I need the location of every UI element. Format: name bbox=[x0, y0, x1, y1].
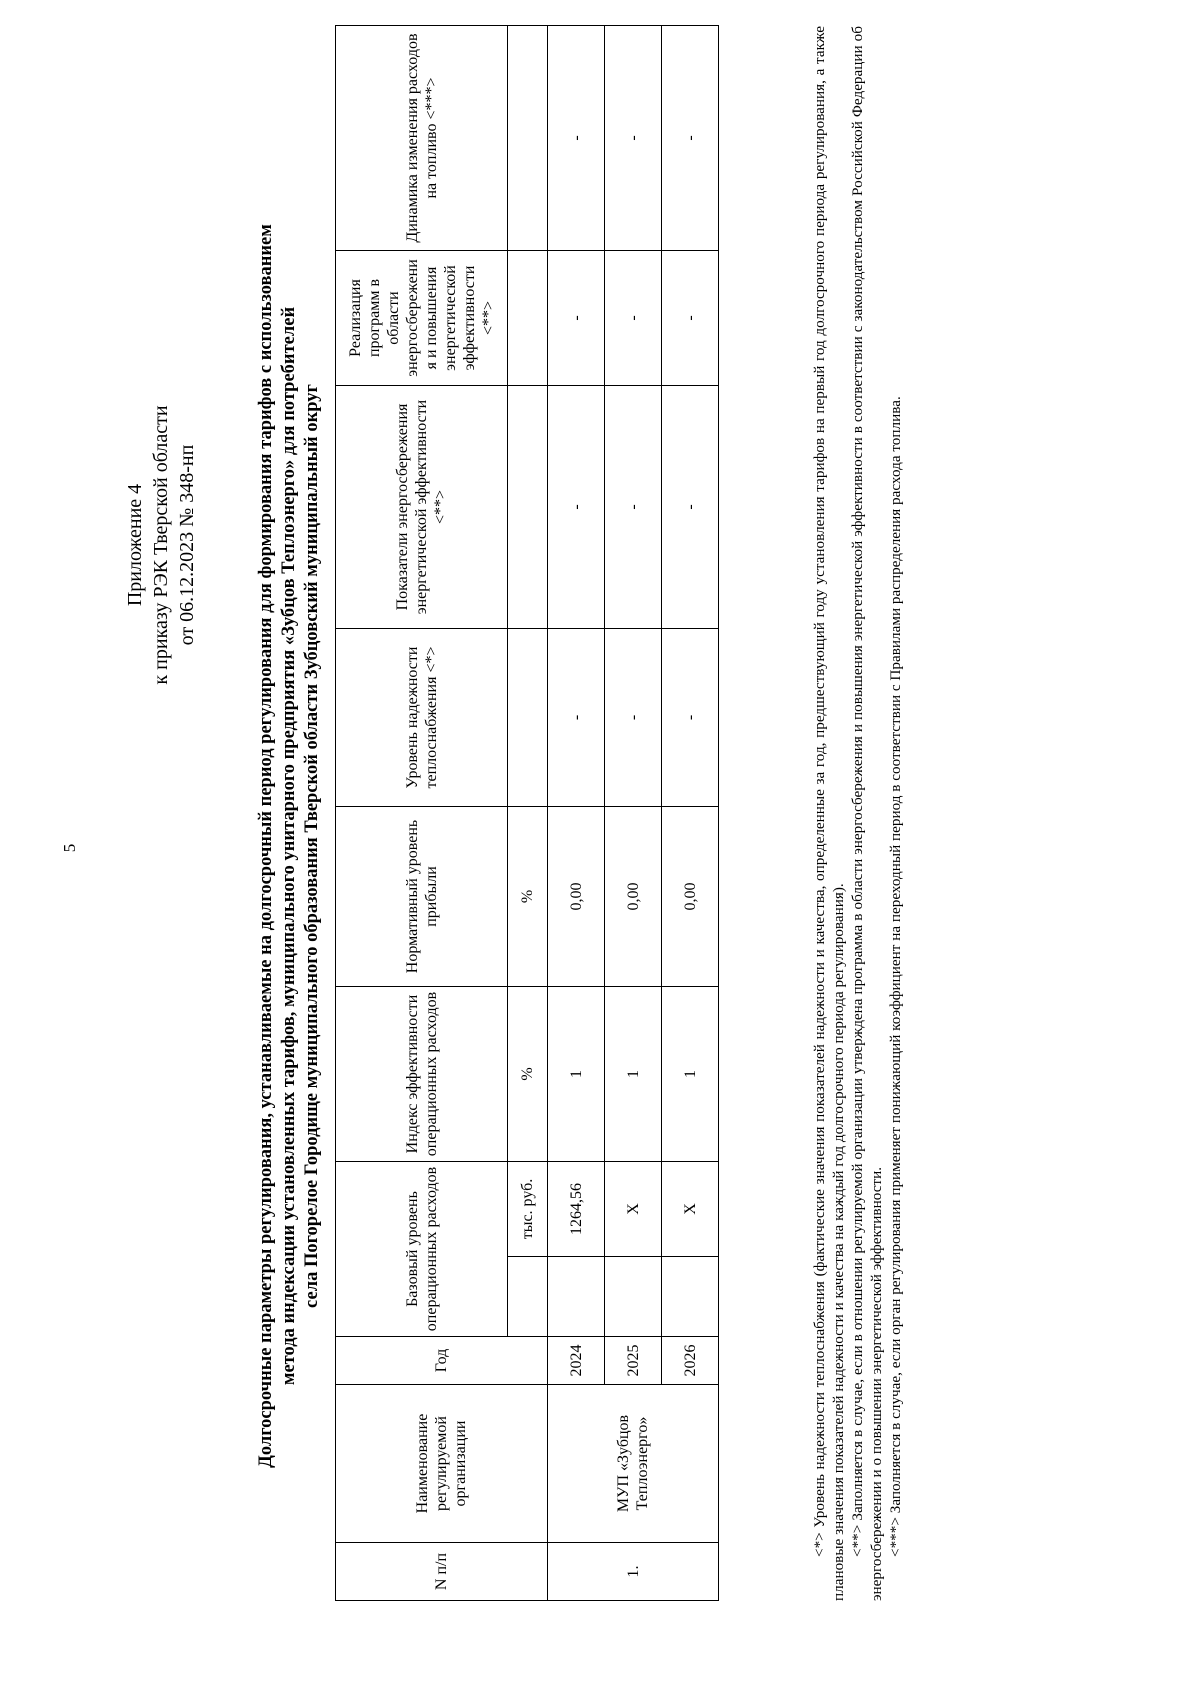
header-base-level: Базовый уровень операционных расходов bbox=[336, 1162, 508, 1337]
header-reliability: Уровень надежности теплоснабжения <*> bbox=[336, 629, 508, 807]
header-energy-saving: Показатели энергосбережения энергетической эффективности <**> bbox=[336, 386, 508, 629]
header-num: N п/п bbox=[336, 1543, 548, 1601]
cell-index: 1 bbox=[548, 987, 605, 1162]
cell-base: Х bbox=[605, 1162, 662, 1257]
cell-base-empty bbox=[605, 1257, 662, 1337]
cell-year: 2025 bbox=[605, 1337, 662, 1385]
cell-year: 2026 bbox=[662, 1337, 719, 1385]
cell-reliability: - bbox=[605, 629, 662, 807]
cell-programs: - bbox=[662, 251, 719, 386]
cell-fuel: - bbox=[662, 26, 719, 251]
annex-line-1: Приложение 4 bbox=[124, 483, 146, 607]
cell-reliability: - bbox=[548, 629, 605, 807]
unit-index: % bbox=[508, 987, 548, 1162]
cell-energy: - bbox=[548, 386, 605, 629]
page-number: 5 bbox=[60, 843, 79, 853]
cell-base: Х bbox=[662, 1162, 719, 1257]
header-normative-profit: Нормативный уровень прибыли bbox=[336, 807, 508, 987]
parameters-table bbox=[335, 25, 719, 1601]
table-header-row bbox=[336, 26, 508, 1601]
unit-fuel bbox=[508, 26, 548, 251]
header-programs: Реализация программ в области энергосбережени я и повышения энергетической эффективности <**> bbox=[336, 251, 508, 386]
header-fuel-dynamics: Динамика изменения расходов на топливо <***> bbox=[336, 26, 508, 251]
table-row bbox=[662, 26, 719, 1601]
annex-line-3: от 06.12.2023 № 348-нп bbox=[176, 444, 198, 646]
cell-programs: - bbox=[548, 251, 605, 386]
footnotes bbox=[810, 26, 905, 1601]
header-organization: Наименование регулируемой организации bbox=[336, 1385, 548, 1543]
row-number: 1. bbox=[548, 1543, 719, 1601]
unit-reliability bbox=[508, 629, 548, 807]
table-row bbox=[548, 26, 605, 1601]
table-row bbox=[605, 26, 662, 1601]
footnote-1: <*> Уровень надежности теплоснабжения (фактические значения показателей надежности и качества, определенные за год, предшествующий году установления тарифов на первый год долгосрочного периода регулирования, а также плановые значения показателей надежности и качества на каждый год долгосрочного периода регулирования). bbox=[811, 26, 847, 1601]
organization-name: МУП «Зубцов Теплоэнерго» bbox=[548, 1385, 719, 1543]
cell-reliability: - bbox=[662, 629, 719, 807]
cell-programs: - bbox=[605, 251, 662, 386]
cell-energy: - bbox=[662, 386, 719, 629]
title-line-1: Долгосрочные параметры регулирования, устанавливаемые на долгосрочный период регулирования для формирования тарифов с использованием bbox=[256, 224, 276, 1468]
cell-year: 2024 bbox=[548, 1337, 605, 1385]
annex-block bbox=[122, 365, 200, 725]
cell-fuel: - bbox=[548, 26, 605, 251]
unit-profit: % bbox=[508, 807, 548, 987]
unit-energy bbox=[508, 386, 548, 629]
cell-base-empty bbox=[548, 1257, 605, 1337]
unit-programs bbox=[508, 251, 548, 386]
cell-index: 1 bbox=[662, 987, 719, 1162]
cell-base: 1264,56 bbox=[548, 1162, 605, 1257]
unit-base-empty bbox=[508, 1257, 548, 1337]
cell-profit: 0,00 bbox=[548, 807, 605, 987]
cell-profit: 0,00 bbox=[605, 807, 662, 987]
title-line-3: села Погорелое Городище муниципального образования Тверской области Зубцовский муниципальный округ bbox=[302, 384, 322, 1308]
cell-profit: 0,00 bbox=[662, 807, 719, 987]
cell-fuel: - bbox=[605, 26, 662, 251]
cell-index: 1 bbox=[605, 987, 662, 1162]
cell-energy: - bbox=[605, 386, 662, 629]
document-title bbox=[255, 146, 324, 1546]
title-line-2: метода индексации установленных тарифов, муниципального унитарного предприятия «Зубцов Теплоэнерго» для потребителей bbox=[279, 306, 299, 1386]
footnote-2: <**> Заполняется в случае, если в отношении регулируемой организации утверждена программа в области энергосбережения и повышения энергетической эффективности в соответствии с законодательством Российской Федерации об энергосбережении и о повышении энергетической эффективности. bbox=[849, 26, 885, 1601]
annex-line-2: к приказу РЭК Тверской области bbox=[150, 405, 172, 685]
header-year: Год bbox=[336, 1337, 548, 1385]
cell-base-empty bbox=[662, 1257, 719, 1337]
footnote-3: <***> Заполняется в случае, если орган регулирования применяет понижающий коэффициент на переходный период в соответствии с Правилами распределения расхода топлива. bbox=[887, 396, 904, 1557]
header-efficiency-index: Индекс эффективности операционных расходов bbox=[336, 987, 508, 1162]
unit-base: тыс. руб. bbox=[508, 1162, 548, 1257]
